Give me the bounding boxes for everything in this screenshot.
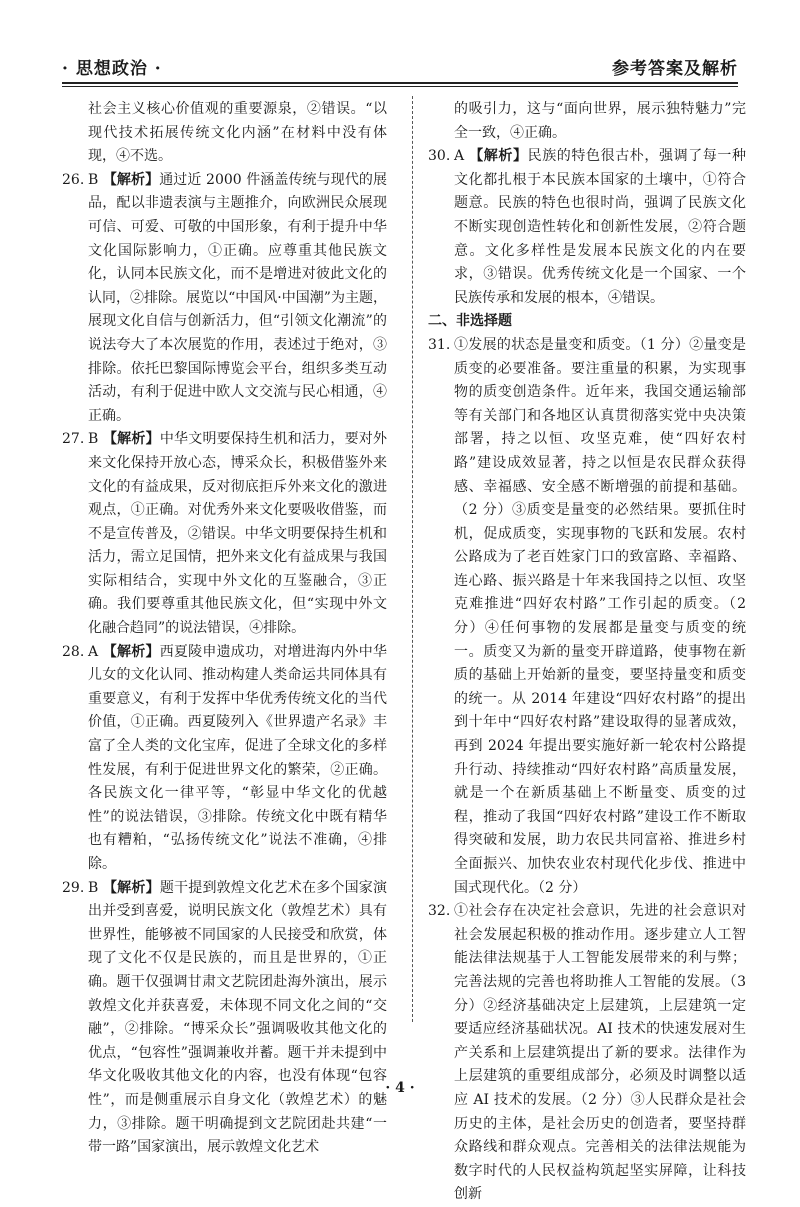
doc-type-label: 参考答案及解析 [612,59,738,79]
answer-31 [428,334,746,900]
column-divider [412,96,413,1022]
left-column [62,98,387,1160]
answer-text: ①社会存在决定社会意识，先进的社会意识对社会发展起积极的推动作用。逐步建立人工智能法律法规基于人工智能发展带来的利与弊；完善法规的完善也将助推人工智能的发展。（3 分）②经济基础决定上层建筑，上层建筑一定要适应经济基础状况。AI 技术的快速发展对生产关系和上层建筑提出了新的要求。法律作为上层建筑的重要组成部分，必须及时调整以适应 AI 技术的发展。（2 分）③人民群众是社会历史的主体，是社会历史的创造者，要坚持群众路线和群众观点。完善相关的法律法规能为数字时代的人民权益构筑起坚实屏障，让科技创新 [454,903,746,1203]
question-number: 26. [62,171,85,188]
right-column [428,98,746,1207]
answer-text: 西夏陵申遗成功，对增进海内外中华儿女的文化认同、推动构建人类命运共同体具有重要意义，有利于发挥中华优秀传统文化的当代价值，①正确。西夏陵列入《世界遗产名录》丰富了全人类的文化宝库，促进了全球文化的多样性发展，有利于促进世界文化的繁荣，②正确。各民族文化一律平等，“彰显中华文化的优越性”的说法错误，③排除。传统文化中既有精华也有糟粕，“弘扬传统文化”说法不准确，④排除。 [88,643,388,872]
answer-30 [428,145,746,310]
answer-choice: B [88,879,99,896]
answer-choice: B [88,171,99,188]
analysis-tag: 【解析】 [102,643,160,660]
analysis-tag: 【解析】 [102,171,160,188]
answer-choice: A [88,643,99,660]
answer-text: ①发展的状态是量变和质变。（1 分）②量变是质变的必要准备。要注重量的积累，为实现事物的质变创造条件。近年来，我国交通运输部等有关部门和各地区认真贯彻落实党中央决策部署，持之以恒、攻坚克难，使“四好农村路”建设成效显著，持之以恒是农民群众获得感、幸福感、安全感不断增强的前提和基础。（2 分）③质变是量变的必然结果。要抓住时机，促成质变，实现事物的飞跃和发展。农村公路成为了老百姓家门口的致富路、幸福路、连心路、振兴路是十年来我国持之以恒、攻坚克难推进“四好农村路”工作引起的质变。（2 分）④任何事物的发展都是量变与质变的统一。质变又为新的量变开辟道路，使事物在新质的基础上开始新的量变，要坚持量变和质变的统一。从 2014 年建设“四好农村路”的提出到十年中“四好农村路”建设取得的显著成效，再到 2024 年提出要实施好新一轮农村公路提升行动、持续推动“四好农村路”高质量发展，就是一个在新质基础上不断量变、质变的过程，推动了我国“四好农村路”建设工作不断取得突破和发展，助力农民共同富裕、推进乡村全面振兴、加快农业农村现代化步伐、推进中国式现代化。（2 分） [454,336,746,896]
header-rule-thick [62,82,738,84]
page-number: · 4 · [385,1080,415,1096]
answer-text: 民族的特色很古朴，强调了每一种文化都扎根于本民族本国家的土壤中，①符合题意。民族的特色也很时尚，强调了民族文化不断实现创造性转化和创新性发展，②符合题意。文化多样性是发展本民族文化的内在要求，③错误。优秀传统文化是一个国家、一个民族传承和发展的根本，④错误。 [454,148,747,306]
answer-28 [62,641,387,877]
header-rule-thin [62,86,738,87]
page-header [62,48,738,78]
analysis-tag: 【解析】 [102,879,160,896]
question-number: 30. [428,148,451,165]
section-heading: 二、非选择题 [428,313,512,330]
answer-text: 通过近 2000 件涵盖传统与现代的展品，配以非遗表演与主题推介，向欧洲民众展现可信、可爱、可敬的中国形象，有利于提升中华文化国际影响力，①正确。应尊重其他民族文化，认同本民族文化，而不是增进对彼此文化的认同，②排除。展览以“中国风·中国潮”为主题，展现文化自信与创新活力，但“引领文化潮流”的说法夸大了本次展览的作用，表述过于绝对，③排除。依托巴黎国际博览会平台，组织多类互动活动，有利于促进中欧人文交流与民心相通，④正确。 [88,171,388,424]
question-number: 29. [62,879,85,896]
answer-32 [428,900,746,1207]
analysis-tag: 【解析】 [102,431,160,448]
answer-text: 中华文明要保持生机和活力，要对外来文化保持开放心态，博采众长，积极借鉴外来文化的有益成果，反对彻底拒斥外来文化的激进观点，①正确。对优秀外来文化要吸收借鉴，而不是宣传普及，②错误。中华文明要保持生机和活力，需立足国情，把外来文化有益成果与我国实际相结合，实现中外文化的互鉴融合，③正确。我们要尊重其他民族文化，但“实现中外文化融合趋同”的说法错误，④排除。 [88,431,388,637]
answer-text: 的吸引力，这与“面向世界，展示独特魅力”完全一致，④正确。 [454,101,746,141]
continued-answer-25 [62,98,387,169]
subject-label: · 思想政治 · [62,59,162,79]
question-number: 31. [428,336,451,353]
answer-choice: A [454,148,465,165]
answer-26 [62,169,387,429]
answer-choice: B [88,431,99,448]
answer-27 [62,428,387,640]
continued-answer-29 [428,98,746,145]
answer-29 [62,877,387,1160]
answer-text: 社会主义核心价值观的重要源泉，②错误。“以现代技术拓展传统文化内涵”在材料中没有体现，④不选。 [88,101,387,165]
question-number: 32. [428,903,451,920]
answer-text: 题干提到敦煌文化艺术在多个国家演出并受到喜爱，说明民族文化（敦煌艺术）具有世界性，能够被不同国家的人民接受和欣赏，体现了文化不仅是民族的，而且是世界的，①正确。题干仅强调甘肃文艺院团赴海外演出，展示敦煌文化并获喜爱，未体现不同文化之间的“交融”，②排除。“博采众长”强调吸收其他文化的优点，“包容性”强调兼收并蓄。题干并未提到中华文化吸收其他文化的内容，也没有体现“包容性”，而是侧重展示自身文化（敦煌艺术）的魅力，③排除。题干明确提到文艺院团赴共建“一带一路”国家演出，展示敦煌文化艺术 [88,879,388,1156]
question-number: 28. [62,643,85,660]
question-number: 27. [62,431,85,448]
analysis-tag: 【解析】 [469,148,528,165]
